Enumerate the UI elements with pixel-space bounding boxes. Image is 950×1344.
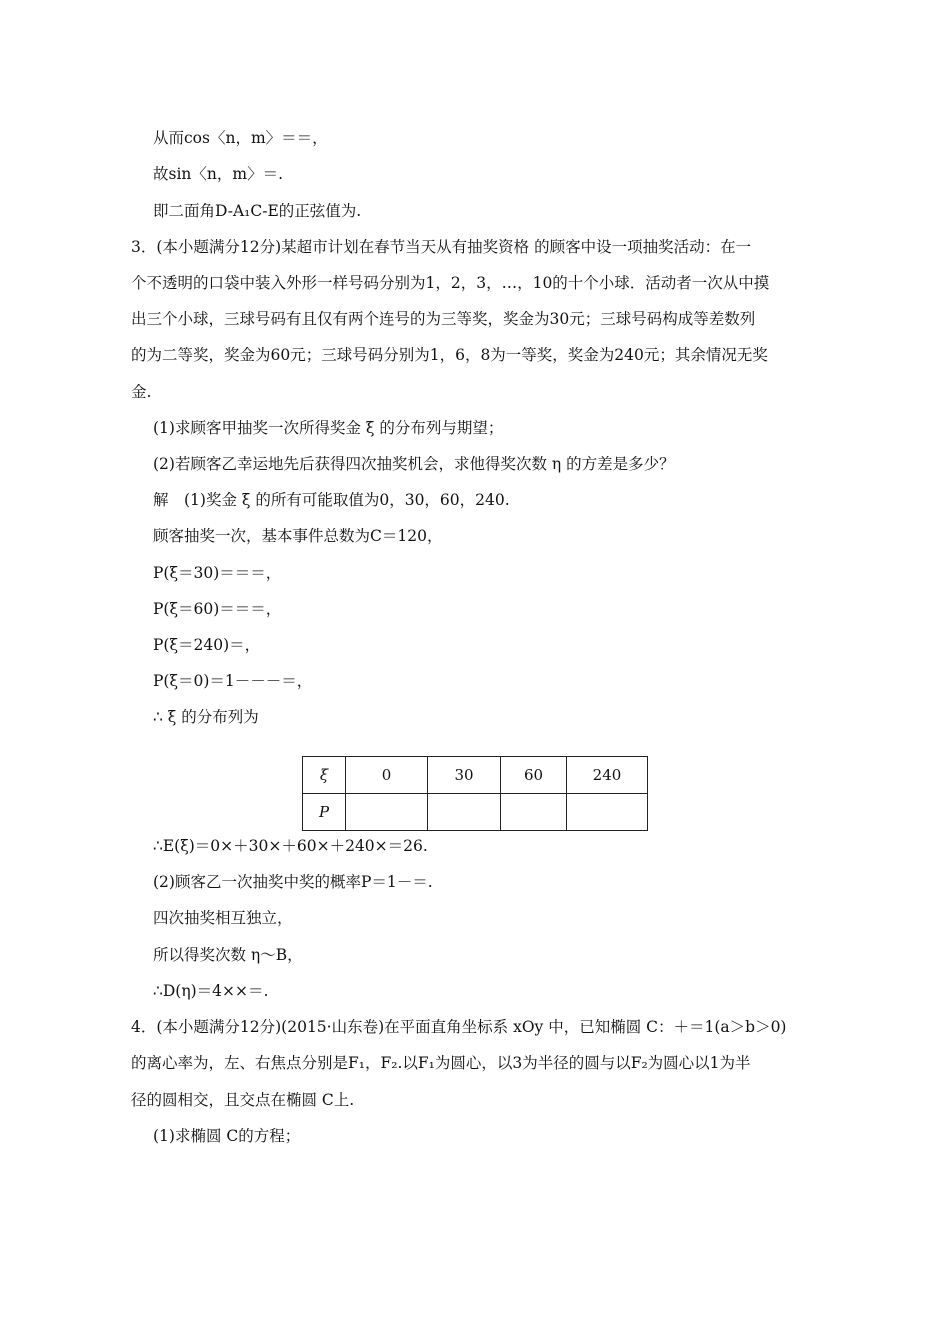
table-row <box>303 757 648 794</box>
problem-4-line: 径的圆相交，且交点在椭圆 C上. <box>131 1091 355 1109</box>
table-cell: ξ <box>303 757 346 794</box>
table-row <box>303 794 648 831</box>
solution-line: (2)顾客乙一次抽奖中奖的概率P＝1－＝. <box>153 873 433 891</box>
solution-line: 顾客抽奖一次，基本事件总数为C＝120， <box>153 527 443 545</box>
problem-3-line: 个不透明的口袋中装入外形一样号码分别为1，2，3，…，10的十个小球．活动者一次从中摸 <box>131 274 770 292</box>
table-cell: 30 <box>428 757 501 794</box>
table-cell: 240 <box>567 757 648 794</box>
text-line: 即二面角D-A₁C-E的正弦值为. <box>153 202 362 220</box>
table-cell <box>346 794 428 831</box>
solution-line: ∴E(ξ)＝0×＋30×＋60×＋240×＝26. <box>153 837 428 855</box>
table-cell: P <box>303 794 346 831</box>
solution-line: P(ξ＝0)＝1－－－＝， <box>153 672 313 690</box>
table-cell <box>567 794 648 831</box>
problem-3-line: 3．(本小题满分12分)某超市计划在春节当天从有抽奖资格 的顾客中设一项抽奖活动：在一 <box>131 238 752 256</box>
table-cell <box>501 794 567 831</box>
problem-3-line: 的为二等奖，奖金为60元；三球号码分别为1，6，8为一等奖，奖金为240元；其余情况无奖 <box>131 346 768 364</box>
question-line: (1)求椭圆 C的方程； <box>153 1127 301 1145</box>
question-line: (1)求顾客甲抽奖一次所得奖金 ξ 的分布列与期望； <box>153 419 504 437</box>
problem-4-line: 4．(本小题满分12分)(2015·山东卷)在平面直角坐标系 xOy 中，已知椭圆 C：＋＝1(a＞b＞0) <box>131 1018 787 1036</box>
question-line: (2)若顾客乙幸运地先后获得四次抽奖机会，求他得奖次数 η 的方差是多少？ <box>153 455 675 473</box>
problem-3-line: 出三个小球，三球号码有且仅有两个连号的为三等奖，奖金为30元；三球号码构成等差数列 <box>131 310 756 328</box>
solution-line: P(ξ＝240)＝， <box>153 636 261 654</box>
solution-line: 所以得奖次数 η～B， <box>153 946 303 964</box>
text-line: 从而cos〈n，m〉＝＝， <box>153 129 328 147</box>
table-cell: 60 <box>501 757 567 794</box>
solution-line: ∴D(η)＝4××＝. <box>153 982 269 1000</box>
text-line: 故sin〈n，m〉＝. <box>153 165 284 183</box>
solution-line: ∴ ξ 的分布列为 <box>153 708 259 726</box>
solution-line: 解 (1)奖金 ξ 的所有可能取值为0，30，60，240. <box>153 491 510 509</box>
solution-line: P(ξ＝30)＝＝＝， <box>153 564 282 582</box>
table-cell <box>428 794 501 831</box>
problem-4-line: 的离心率为，左、右焦点分别是F₁，F₂.以F₁为圆心，以3为半径的圆与以F₂为圆心以1为半 <box>131 1054 751 1072</box>
table-cell: 0 <box>346 757 428 794</box>
distribution-table <box>302 756 648 831</box>
solution-line: 四次抽奖相互独立， <box>153 909 293 927</box>
solution-line: P(ξ＝60)＝＝＝， <box>153 600 282 618</box>
problem-3-line: 金. <box>131 383 152 401</box>
